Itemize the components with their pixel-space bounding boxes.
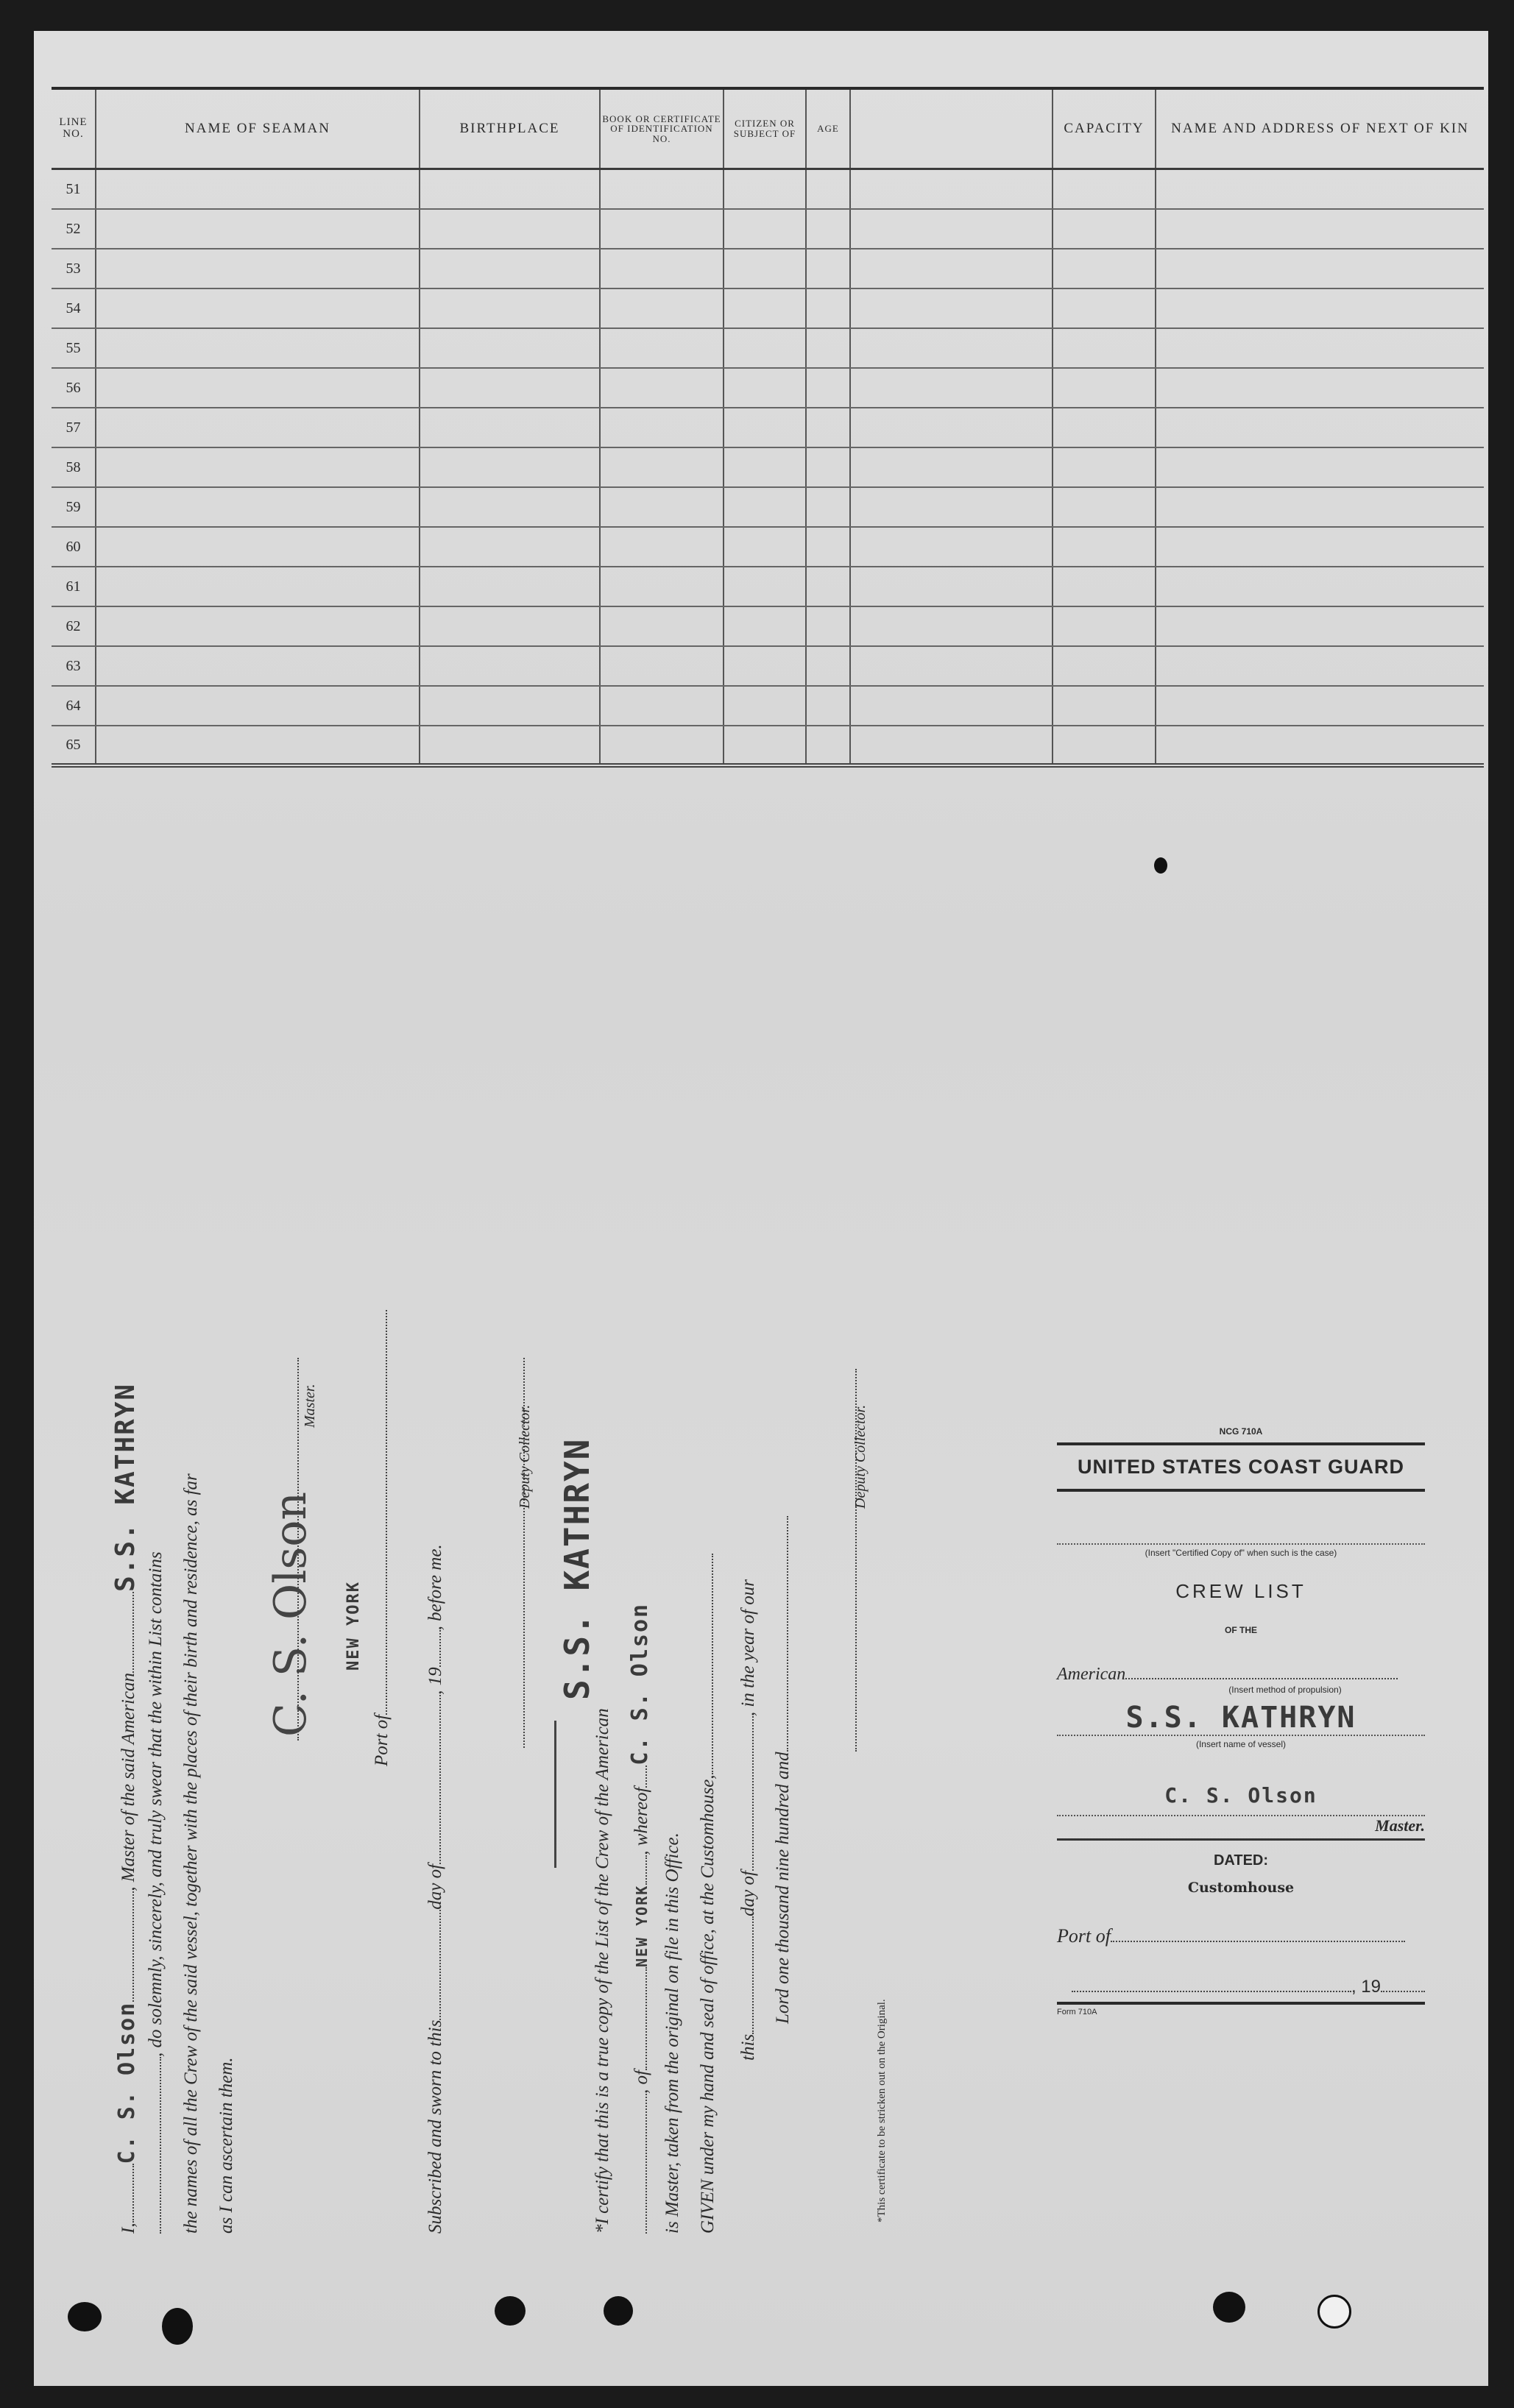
certificate-of: , of <box>632 2070 651 2094</box>
crew-list-title: CREW LIST <box>1175 1580 1306 1602</box>
certificate-line-3: is Master, taken from the original on file in this Office. <box>662 1832 682 2234</box>
line-number: 57 <box>52 408 96 447</box>
table-cell <box>1053 487 1156 527</box>
col-citizen: CITIZEN OR SUBJECT OF <box>724 88 806 169</box>
table-cell <box>1156 447 1484 487</box>
certificate-dayof: day of <box>738 1871 758 1916</box>
line-number: 54 <box>52 288 96 328</box>
table-cell <box>850 169 1053 210</box>
table-cell <box>1053 368 1156 408</box>
oath-master-name: C. S. Olson <box>114 2001 140 2164</box>
form-master-rule <box>1057 1838 1425 1841</box>
certificate-line4-text: GIVEN under my hand and seal of office, at the Customhouse, <box>698 1774 718 2234</box>
table-cell <box>1156 288 1484 328</box>
form-vessel-stamp: S.S. KATHRYN <box>1125 1701 1356 1735</box>
line-number: 58 <box>52 447 96 487</box>
table-row <box>52 169 1484 210</box>
table-cell <box>1156 408 1484 447</box>
oath-line2-text: , do solemnly, sincerely, and truly swear that the within List contains <box>146 1551 166 2057</box>
sworn-day: day of <box>425 1863 445 1910</box>
table-cell <box>806 686 850 726</box>
table-cell <box>600 288 724 328</box>
table-cell <box>724 567 806 606</box>
dated-label: DATED: <box>1213 1852 1269 1869</box>
master-signature-line <box>283 1358 304 1741</box>
table-cell <box>1053 646 1156 686</box>
crew-table-body <box>52 169 1484 766</box>
table-cell <box>420 209 600 249</box>
ink-spot <box>1154 857 1167 874</box>
certificate-year: , in the year of our <box>738 1579 758 1717</box>
sworn-suffix: , before me. <box>425 1544 445 1631</box>
table-cell <box>806 368 850 408</box>
table-cell <box>96 328 420 368</box>
table-cell <box>850 726 1053 765</box>
certificate-vessel-stamp <box>557 1438 597 1700</box>
form-title-block <box>1057 1426 1425 2016</box>
table-row <box>52 527 1484 567</box>
section-divider <box>554 1721 556 1868</box>
certificate-port: NEW YORK <box>633 1884 651 1968</box>
certificate-footnote: *This certificate to be stricken out on the Original. <box>876 1999 888 2223</box>
table-cell <box>96 368 420 408</box>
oath-port-line <box>372 1310 392 1766</box>
line-number: 60 <box>52 527 96 567</box>
table-cell <box>420 249 600 288</box>
table-cell <box>420 686 600 726</box>
table-cell <box>724 169 806 210</box>
table-cell <box>850 567 1053 606</box>
table-cell <box>96 408 420 447</box>
table-cell <box>724 726 806 765</box>
table-cell <box>96 726 420 765</box>
table-cell <box>420 726 600 765</box>
punch-hole <box>68 2302 102 2331</box>
col-capacity: CAPACITY <box>1053 88 1156 169</box>
oath-prefix: I, <box>118 2223 138 2234</box>
table-row <box>52 328 1484 368</box>
table-cell <box>1156 726 1484 765</box>
table-cell <box>1156 646 1484 686</box>
table-cell <box>724 606 806 646</box>
vessel-field-line <box>1057 1735 1425 1736</box>
table-cell <box>420 368 600 408</box>
table-cell <box>850 606 1053 646</box>
punch-hole <box>604 2296 633 2326</box>
master-signature: C. S. Olson <box>265 1492 316 1737</box>
table-cell <box>806 328 850 368</box>
oath-deputy-label: Deputy Collector. <box>517 1404 533 1509</box>
form-master-stamp: C. S. Olson <box>1164 1783 1317 1807</box>
table-cell <box>724 447 806 487</box>
table-cell <box>1053 288 1156 328</box>
table-cell <box>806 527 850 567</box>
oath-port-label: Port of <box>372 1714 392 1766</box>
table-cell <box>600 169 724 210</box>
table-cell <box>600 408 724 447</box>
table-cell <box>96 646 420 686</box>
table-cell <box>1156 567 1484 606</box>
sworn-line <box>425 1544 446 2234</box>
american-line <box>1057 1665 1425 1685</box>
table-cell <box>420 567 600 606</box>
table-cell <box>600 487 724 527</box>
table-cell <box>96 606 420 646</box>
table-cell <box>420 646 600 686</box>
table-cell <box>600 567 724 606</box>
date-line <box>1057 1977 1425 1997</box>
table-cell <box>420 408 600 447</box>
table-cell <box>724 249 806 288</box>
date-year: , 19 <box>1351 1977 1381 1997</box>
form-code: NCG 710A <box>1219 1426 1263 1437</box>
table-row <box>52 447 1484 487</box>
table-cell <box>806 408 850 447</box>
line-number: 61 <box>52 567 96 606</box>
table-cell <box>420 606 600 646</box>
certificate-line6-text: Lord one thousand nine hundred and <box>773 1752 793 2024</box>
line-number: 64 <box>52 686 96 726</box>
table-cell <box>724 646 806 686</box>
table-cell <box>1053 567 1156 606</box>
table-cell <box>806 169 850 210</box>
line-number: 53 <box>52 249 96 288</box>
table-cell <box>1053 209 1156 249</box>
table-cell <box>1053 726 1156 765</box>
table-cell <box>1053 408 1156 447</box>
table-cell <box>96 288 420 328</box>
certificate-deputy-label: Deputy Collector. <box>852 1404 869 1509</box>
oath-line-2 <box>146 1551 166 2234</box>
table-cell <box>850 487 1053 527</box>
oath-master-label: Master. <box>302 1384 318 1428</box>
table-cell <box>1053 447 1156 487</box>
table-cell <box>600 328 724 368</box>
table-cell <box>724 368 806 408</box>
certificate-whereof: , whereof <box>632 1787 651 1855</box>
line-number: 65 <box>52 726 96 765</box>
table-cell <box>420 328 600 368</box>
table-cell <box>600 447 724 487</box>
table-cell <box>1053 169 1156 210</box>
table-cell <box>1156 249 1484 288</box>
table-row <box>52 209 1484 249</box>
certified-copy-note: (Insert "Certified Copy of" when such is the case) <box>1145 1548 1337 1558</box>
line-number: 55 <box>52 328 96 368</box>
table-row <box>52 487 1484 527</box>
table-cell <box>806 567 850 606</box>
table-cell <box>724 288 806 328</box>
table-header-row <box>52 88 1484 169</box>
table-cell <box>806 447 850 487</box>
table-cell <box>96 527 420 567</box>
table-cell <box>850 288 1053 328</box>
table-cell <box>806 249 850 288</box>
table-row <box>52 726 1484 765</box>
of-the-label: OF THE <box>1225 1625 1257 1635</box>
oath-vessel-stamp: S.S. KATHRYN <box>110 1382 141 1592</box>
table-cell <box>806 288 850 328</box>
table-cell <box>420 487 600 527</box>
table-row <box>52 368 1484 408</box>
table-cell <box>1156 686 1484 726</box>
form-master-label: Master. <box>1375 1816 1425 1835</box>
table-cell <box>850 408 1053 447</box>
table-cell <box>1053 328 1156 368</box>
agency-name: UNITED STATES COAST GUARD <box>1077 1456 1404 1478</box>
table-cell <box>96 567 420 606</box>
col-birthplace: BIRTHPLACE <box>420 88 600 169</box>
port-of-label: Port of <box>1057 1925 1111 1947</box>
table-cell <box>600 368 724 408</box>
table-cell <box>600 686 724 726</box>
crew-table <box>52 87 1484 768</box>
oath-line1-suffix: , Master of the said American <box>118 1673 138 1891</box>
table-cell <box>420 527 600 567</box>
table-cell <box>420 169 600 210</box>
table-cell <box>850 328 1053 368</box>
certificate-line-2 <box>627 1603 653 2234</box>
col-name-of-seaman: NAME OF SEAMAN <box>96 88 420 169</box>
certificate-line-4 <box>698 1554 718 2234</box>
propulsion-note: (Insert method of propulsion) <box>1228 1685 1342 1695</box>
table-row <box>52 686 1484 726</box>
certificate-vessel: S.S. KATHRYN <box>557 1437 597 1700</box>
table-cell <box>600 209 724 249</box>
punch-hole <box>1317 2295 1351 2329</box>
table-cell <box>96 209 420 249</box>
line-number: 56 <box>52 368 96 408</box>
table-row <box>52 288 1484 328</box>
table-cell <box>1156 368 1484 408</box>
table-cell <box>1156 527 1484 567</box>
oath-port-stamp: NEW YORK <box>344 1581 363 1671</box>
punch-hole <box>495 2296 526 2326</box>
table-cell <box>1156 209 1484 249</box>
certificate-master: C. S. Olson <box>627 1602 653 1766</box>
line-number: 51 <box>52 169 96 210</box>
port-of-line <box>1057 1925 1425 1947</box>
american-label: American <box>1057 1665 1126 1684</box>
table-cell <box>724 527 806 567</box>
table-cell <box>1156 169 1484 210</box>
form-number: Form 710A <box>1057 2008 1097 2016</box>
table-cell <box>1053 249 1156 288</box>
punch-hole <box>162 2308 193 2345</box>
table-row <box>52 567 1484 606</box>
table-cell <box>96 686 420 726</box>
table-cell <box>420 288 600 328</box>
customhouse-label: Customhouse <box>1187 1880 1295 1896</box>
table-row <box>52 606 1484 646</box>
table-cell <box>850 447 1053 487</box>
form-top-rule <box>1057 1442 1425 1445</box>
table-cell <box>600 726 724 765</box>
table-cell <box>850 209 1053 249</box>
table-row <box>52 249 1484 288</box>
table-cell <box>1053 606 1156 646</box>
table-cell <box>724 686 806 726</box>
table-row <box>52 646 1484 686</box>
form-bottom-rule <box>1057 2002 1425 2005</box>
line-number: 52 <box>52 209 96 249</box>
table-cell <box>96 487 420 527</box>
table-cell <box>850 527 1053 567</box>
line-number: 62 <box>52 606 96 646</box>
table-cell <box>850 646 1053 686</box>
table-row <box>52 408 1484 447</box>
col-age: AGE <box>806 88 850 169</box>
certificate-line-6 <box>773 1516 793 2024</box>
table-cell <box>724 487 806 527</box>
oath-line-1 <box>110 1383 141 2234</box>
table-cell <box>806 606 850 646</box>
certificate-line-5 <box>738 1579 759 2061</box>
table-cell <box>850 249 1053 288</box>
sworn-year: , 19 <box>425 1667 445 1695</box>
table-cell <box>96 447 420 487</box>
table-cell <box>806 209 850 249</box>
line-number: 59 <box>52 487 96 527</box>
oath-line-3: the names of all the Crew of the said vessel, together with the places of their birth and residence, as far <box>181 1473 201 2234</box>
table-cell <box>806 726 850 765</box>
table-cell <box>1156 606 1484 646</box>
certificate-line-1: *I certify that this is a true copy of the List of the Crew of the American <box>592 1708 612 2234</box>
table-cell <box>1156 487 1484 527</box>
certified-copy-field <box>1057 1492 1425 1545</box>
table-cell <box>420 447 600 487</box>
table-cell <box>850 368 1053 408</box>
table-cell <box>850 686 1053 726</box>
table-cell <box>724 328 806 368</box>
table-cell <box>1053 686 1156 726</box>
table-cell <box>600 646 724 686</box>
oath-line-4: as I can ascertain them. <box>216 2057 236 2234</box>
punch-hole <box>1213 2292 1245 2323</box>
table-cell <box>724 408 806 447</box>
sworn-prefix: Subscribed and sworn to this <box>425 2019 445 2234</box>
table-cell <box>96 169 420 210</box>
table-cell <box>600 606 724 646</box>
certificate-this: this <box>738 2033 758 2061</box>
table-cell <box>724 209 806 249</box>
vessel-note: (Insert name of vessel) <box>1195 1739 1287 1749</box>
table-cell <box>1053 527 1156 567</box>
table-cell <box>1156 328 1484 368</box>
table-cell <box>806 487 850 527</box>
col-next-of-kin: NAME AND ADDRESS OF NEXT OF KIN <box>1156 88 1484 169</box>
table-cell <box>96 249 420 288</box>
table-cell <box>600 527 724 567</box>
col-book-certificate: BOOK OR CERTIFICATE OF IDENTIFICATION NO. <box>600 88 724 169</box>
col-blank <box>850 88 1053 169</box>
table-cell <box>600 249 724 288</box>
table-cell <box>806 646 850 686</box>
col-line-no: LINE NO. <box>52 88 96 169</box>
line-number: 63 <box>52 646 96 686</box>
